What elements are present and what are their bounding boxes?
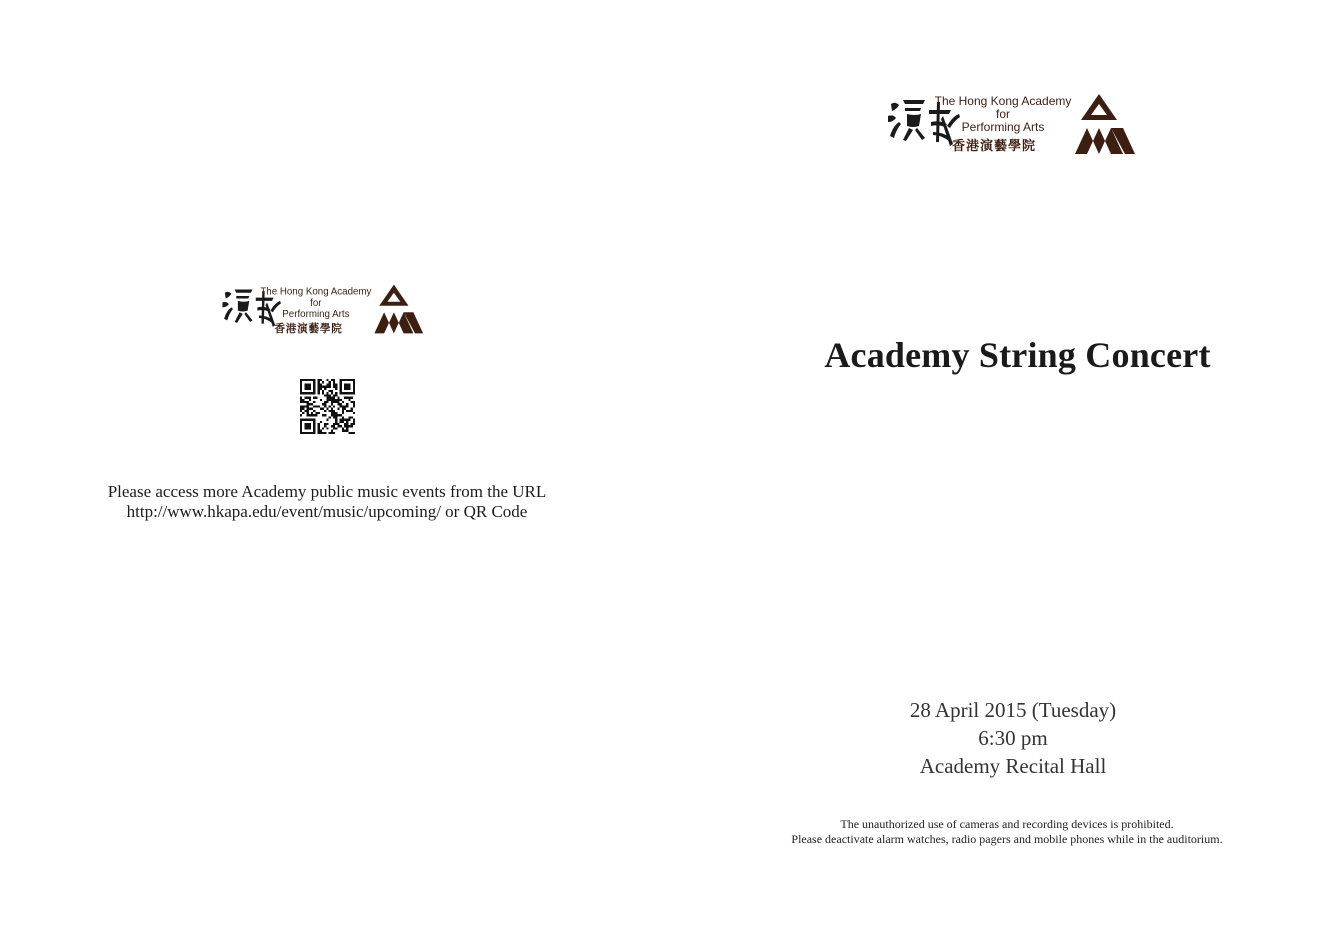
url-note-line-2: http://www.hkapa.edu/event/music/upcoming/ or QR Code (126, 502, 528, 521)
notice-line-2: Please deactivate alarm watches, radio pagers and mobile phones while in the auditorium. (791, 832, 1223, 846)
audience-notice (737, 817, 1277, 847)
url-note-line-1: Please access more Academy public music events from the URL (107, 482, 547, 501)
logo-line-1: The Hong Kong Academy (934, 94, 1072, 108)
logo-chinese-name: 香港演藝學院 (274, 322, 343, 335)
event-time: 6:30 pm (978, 726, 1048, 750)
logo-chinese-name: 香港演藝學院 (952, 139, 1037, 154)
logo-line-2: for (310, 297, 322, 309)
academy-logo-front (885, 92, 1141, 156)
qr-code-icon (300, 379, 355, 434)
logo-line-2: for (995, 107, 1011, 121)
logo-line-3: Performing Arts (282, 309, 350, 321)
notice-line-1: The unauthorized use of cameras and recording devices is prohibited. (840, 817, 1174, 831)
event-venue: Academy Recital Hall (919, 754, 1107, 778)
academy-logo-back (219, 283, 429, 335)
concert-title: Academy String Concert (824, 335, 1211, 375)
english-name (935, 94, 1072, 134)
event-details (813, 696, 1213, 780)
apa-triangle-mark-icon (1075, 94, 1135, 154)
logo-line-1: The Hong Kong Academy (260, 286, 372, 298)
event-date: 28 April 2015 (Tuesday) (909, 698, 1117, 722)
events-url-note (60, 482, 594, 522)
apa-triangle-mark-icon (374, 285, 423, 334)
logo-line-3: Performing Arts (961, 120, 1045, 134)
